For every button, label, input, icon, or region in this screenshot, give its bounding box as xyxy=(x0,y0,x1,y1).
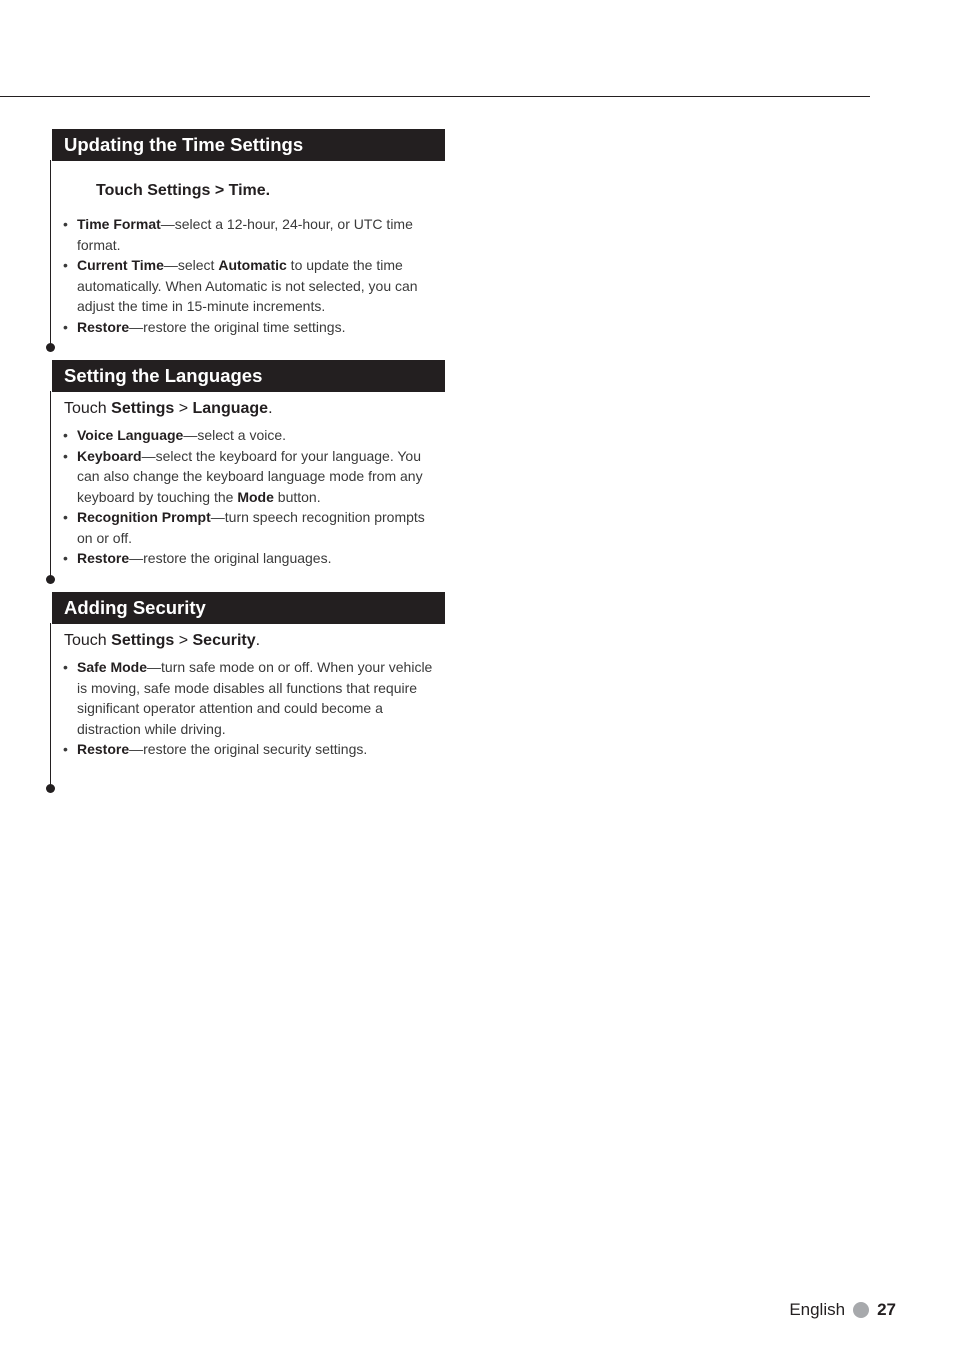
section-rail xyxy=(50,391,51,579)
section-instruction: Touch Settings > Security. xyxy=(64,632,261,649)
page-footer xyxy=(789,1300,896,1320)
bullet-list xyxy=(52,214,445,337)
footer-language: English xyxy=(789,1300,846,1319)
section-end-dot xyxy=(46,784,55,793)
bullet-list xyxy=(52,657,445,760)
section-instruction: Touch Settings > Time. xyxy=(96,182,271,199)
section-rail xyxy=(50,160,51,348)
list-item: • Time Format—select a 12-hour, 24-hour, or UTC time format. xyxy=(63,216,413,253)
list-item: • Current Time—select Automatic to update the time automatically. When Automatic is not selected, you can adjust the time in 15-minute increments. xyxy=(63,257,418,314)
section-heading: Adding Security xyxy=(52,592,445,624)
list-item: • Restore—restore the original languages. xyxy=(63,550,332,566)
list-item: • Restore—restore the original time settings. xyxy=(63,318,346,335)
section-end-dot xyxy=(46,343,55,352)
section-end-dot xyxy=(46,575,55,584)
list-item: • Voice Language—select a voice. xyxy=(63,427,287,443)
list-item: • Safe Mode—turn safe mode on or off. When your vehicle is moving, safe mode disables all functions that require significant operator attention and could become a distraction while driving. xyxy=(63,659,433,737)
list-item: • Restore—restore the original security settings. xyxy=(63,741,368,757)
section-time-settings xyxy=(52,129,445,337)
bullet-list xyxy=(52,425,445,569)
section-instruction: Touch Settings > Language. xyxy=(64,400,273,417)
page-number: 27 xyxy=(877,1300,896,1319)
section-rail xyxy=(50,623,51,788)
list-item: • Keyboard—select the keyboard for your language. You can also change the keyboard language mode from any keyboard by touching the Mode button. xyxy=(63,447,423,505)
section-security xyxy=(52,592,445,760)
section-heading: Setting the Languages xyxy=(52,360,445,392)
section-heading: Updating the Time Settings xyxy=(52,129,445,161)
list-item: • Recognition Prompt—turn speech recognition prompts on or off. xyxy=(63,509,425,546)
section-languages xyxy=(52,360,445,569)
separator-circle-icon xyxy=(853,1302,869,1318)
top-rule xyxy=(0,96,870,97)
